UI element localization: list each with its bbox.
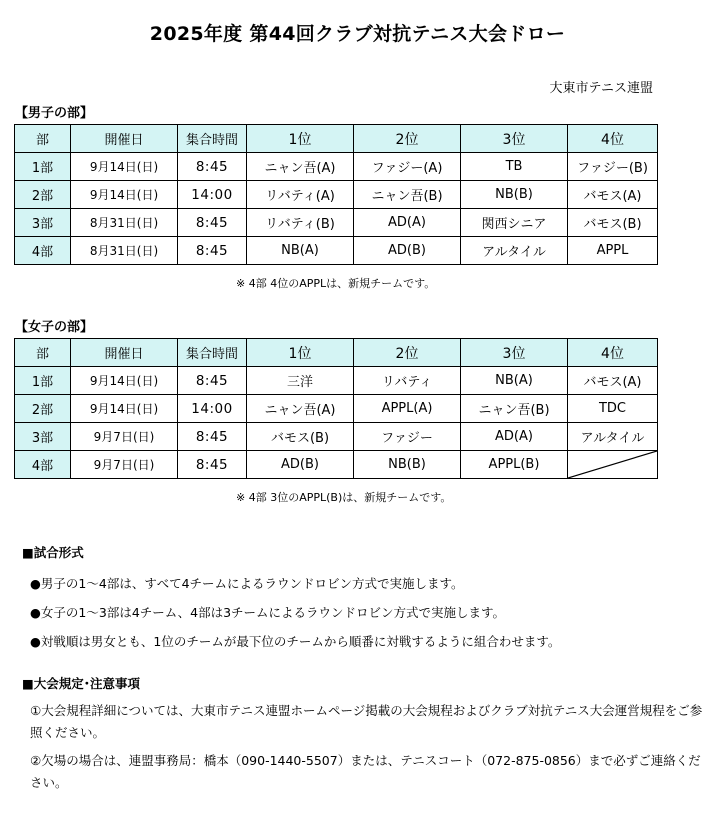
- team-cell: TDC: [568, 395, 658, 423]
- format-item: ●男子の1～4部は、すべて4チームによるラウンドロビン方式で実施します。: [30, 576, 464, 591]
- division-cell: 3部: [15, 423, 71, 451]
- time-cell: 14:00: [178, 181, 247, 209]
- date-cell: 8月31日(日): [71, 237, 178, 265]
- header-date: 開催日: [71, 339, 178, 367]
- team-cell: AD(A): [354, 209, 461, 237]
- header-date: 開催日: [71, 125, 178, 153]
- team-cell: NB(B): [354, 451, 461, 479]
- team-cell: バモス(A): [568, 181, 658, 209]
- team-cell: バモス(B): [247, 423, 354, 451]
- header-place-1: 1位: [247, 339, 354, 367]
- empty-slot-diagonal-cell: [568, 451, 658, 479]
- time-cell: 8:45: [178, 153, 247, 181]
- table-row: [15, 209, 658, 237]
- rule-item: ②欠場の場合は、連盟事務局：橋本（090-1440-5507）または、テニスコート（072-875-0856）まで必ずご連絡ください。: [30, 753, 701, 790]
- time-cell: 8:45: [178, 423, 247, 451]
- table-row: [15, 153, 658, 181]
- page-title: 2025年度 第44回クラブ対抗テニス大会ドロー: [149, 23, 566, 45]
- team-cell: AD(B): [247, 451, 354, 479]
- time-cell: 8:45: [178, 451, 247, 479]
- team-cell: ニャン吾(A): [247, 153, 354, 181]
- division-cell: 2部: [15, 395, 71, 423]
- header-place-4: 4位: [568, 339, 658, 367]
- header-division: 部: [15, 339, 71, 367]
- date-cell: 9月7日(日): [71, 423, 178, 451]
- team-cell: NB(A): [247, 237, 354, 265]
- header-place-4: 4位: [568, 125, 658, 153]
- division-cell: 2部: [15, 181, 71, 209]
- team-cell: ニャン吾(B): [354, 181, 461, 209]
- table-row: [15, 451, 658, 479]
- women-section-label: 【女子の部】: [15, 320, 94, 335]
- team-cell: 関西シニア: [461, 209, 568, 237]
- team-cell: APPL: [568, 237, 658, 265]
- table-row: [15, 367, 658, 395]
- format-item: ●対戦順は男女とも、1位のチームが最下位のチームから順番に対戦するように組合わせます。: [30, 634, 561, 649]
- division-cell: 3部: [15, 209, 71, 237]
- date-cell: 9月14日(日): [71, 395, 178, 423]
- date-cell: 9月7日(日): [71, 451, 178, 479]
- team-cell: AD(B): [354, 237, 461, 265]
- table-row: [15, 423, 658, 451]
- women-draw-table: [14, 338, 658, 479]
- date-cell: 9月14日(日): [71, 153, 178, 181]
- team-cell: リバティ(B): [247, 209, 354, 237]
- team-cell: APPL(A): [354, 395, 461, 423]
- time-cell: 8:45: [178, 367, 247, 395]
- team-cell: ファジー(B): [568, 153, 658, 181]
- header-place-3: 3位: [461, 339, 568, 367]
- rules-heading: ■大会規定･注意事項: [22, 676, 141, 691]
- table-header-row: [15, 125, 658, 153]
- team-cell: AD(A): [461, 423, 568, 451]
- table-row: [15, 395, 658, 423]
- division-cell: 1部: [15, 367, 71, 395]
- date-cell: 9月14日(日): [71, 181, 178, 209]
- header-division: 部: [15, 125, 71, 153]
- team-cell: アルタイル: [568, 423, 658, 451]
- team-cell: APPL(B): [461, 451, 568, 479]
- header-time: 集合時間: [178, 339, 247, 367]
- team-cell: バモス(A): [568, 367, 658, 395]
- time-cell: 8:45: [178, 237, 247, 265]
- men-draw-table: [14, 124, 658, 265]
- date-cell: 8月31日(日): [71, 209, 178, 237]
- team-cell: ニャン吾(B): [461, 395, 568, 423]
- organizer-name: 大東市テニス連盟: [549, 81, 653, 96]
- team-cell: ファジー(A): [354, 153, 461, 181]
- table-row: [15, 237, 658, 265]
- team-cell: リバティ: [354, 367, 461, 395]
- women-note: ※ 4部 3位のAPPL(B)は、新規チームです。: [236, 491, 452, 504]
- header-place-2: 2位: [354, 125, 461, 153]
- team-cell: ニャン吾(A): [247, 395, 354, 423]
- division-cell: 1部: [15, 153, 71, 181]
- team-cell: NB(A): [461, 367, 568, 395]
- men-section-label: 【男子の部】: [15, 106, 94, 121]
- time-cell: 14:00: [178, 395, 247, 423]
- header-time: 集合時間: [178, 125, 247, 153]
- team-cell: ファジー: [354, 423, 461, 451]
- team-cell: 三洋: [247, 367, 354, 395]
- division-cell: 4部: [15, 237, 71, 265]
- team-cell: NB(B): [461, 181, 568, 209]
- men-note: ※ 4部 4位のAPPLは、新規チームです。: [236, 277, 436, 290]
- format-heading: ■試合形式: [22, 545, 84, 560]
- format-item: ●女子の1～3部は4チーム、4部は3チームによるラウンドロビン方式で実施します。: [30, 605, 506, 620]
- rule-item: ①大会規程詳細については、大東市テニス連盟ホームページ掲載の大会規程およびクラブ対抗テニス大会運営規程をご参照ください。: [30, 703, 703, 740]
- table-header-row: [15, 339, 658, 367]
- team-cell: リバティ(A): [247, 181, 354, 209]
- division-cell: 4部: [15, 451, 71, 479]
- date-cell: 9月14日(日): [71, 367, 178, 395]
- diagonal-line-icon: [568, 451, 657, 478]
- header-place-1: 1位: [247, 125, 354, 153]
- header-place-3: 3位: [461, 125, 568, 153]
- team-cell: TB: [461, 153, 568, 181]
- header-place-2: 2位: [354, 339, 461, 367]
- table-row: [15, 181, 658, 209]
- team-cell: アルタイル: [461, 237, 568, 265]
- time-cell: 8:45: [178, 209, 247, 237]
- team-cell: バモス(B): [568, 209, 658, 237]
